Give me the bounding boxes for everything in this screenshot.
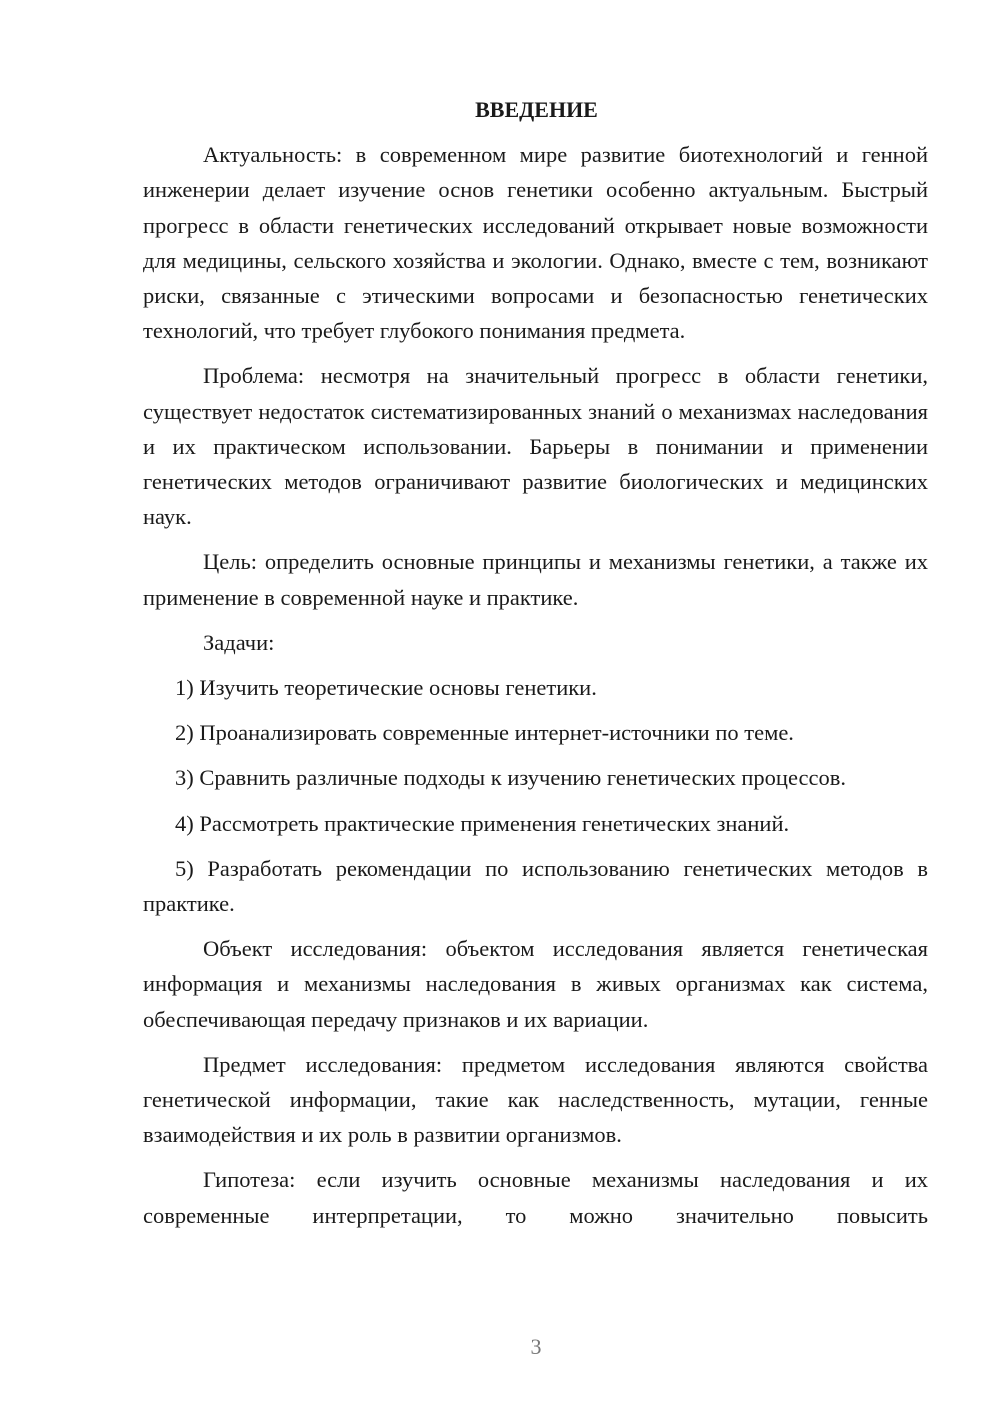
document-page: [143, 92, 928, 1243]
task-item-5: 5) Разработать рекомендации по использованию генетических методов в практике.: [143, 855, 928, 917]
paragraph-goal: Цель: определить основные принципы и механизмы генетики, а также их применение в современной науке и практике.: [143, 549, 928, 610]
page-title: ВВЕДЕНИЕ: [475, 97, 598, 122]
paragraph-subject: Предмет исследования: предметом исследования являются свойства генетической информации, такие как наследственность, мутации, генные взаимодействия и их роль в развитии организмов.: [143, 1051, 928, 1148]
task-item-1: 1) Изучить теоретические основы генетики.: [175, 675, 597, 701]
task-item-2: 2) Проанализировать современные интернет-источники по теме.: [175, 720, 794, 746]
paragraph-hypothesis: Гипотеза: если изучить основные механизмы наследования и их современные интерпретации, то можно значительно повысить: [143, 1167, 928, 1228]
paragraph-object: Объект исследования: объектом исследования является генетическая информация и механизмы наследования в живых организмах как система, обеспечивающая передачу признаков и их вариации.: [143, 936, 928, 1032]
paragraph-problem: Проблема: несмотря на значительный прогресс в области генетики, существует недостаток систематизированных знаний о механизмах наследования и их практическом использовании. Барьеры в понимании и применении генетических методов ограничивают развитие биологических и медицинских наук.: [143, 363, 928, 530]
page-number: 3: [530, 1334, 542, 1359]
task-item-4: 4) Рассмотреть практические применения генетических знаний.: [175, 810, 790, 836]
paragraph-relevance: Актуальность: в современном мире развитие биотехнологий и генной инженерии делает изучение основ генетики особенно актуальным. Быстрый прогресс в области генетических исследований открывает новые возможности для медицины, сельского хозяйства и экологии. Однако, вместе с тем, возникают риски, связанные с этическими вопросами и безопасностью генетических технологий, что требует глубокого понимания предмета.: [143, 142, 928, 344]
paragraph-tasks-heading: Задачи:: [203, 629, 275, 655]
task-item-3: 3) Сравнить различные подходы к изучению генетических процессов.: [175, 765, 846, 791]
